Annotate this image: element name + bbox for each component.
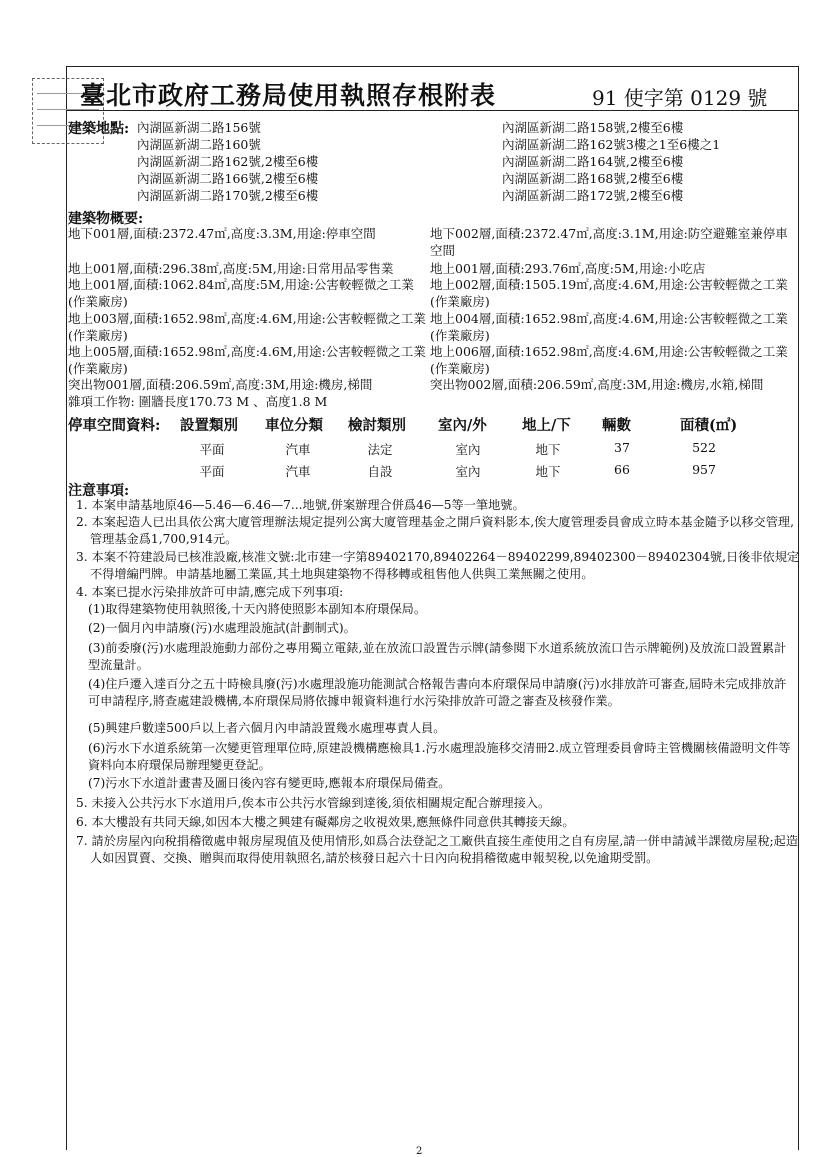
note-4: 4. 本案已提水污染排放許可申請,應完成下列事項: [76,585,344,599]
address-right-2: 內湖區新湖二路162號3樓之1至6樓之1 [502,137,721,152]
overview-left-1: 地下001層,面積:2372.47㎡,高度:3.3M,用途:停車空間 [68,226,376,241]
overview-right-6: 突出物002層,面積:206.59㎡,高度:3M,用途:機房,水箱,梯間 [430,377,764,392]
address-label: 建築地點: [68,121,130,137]
parking-header-count: 輛數 [602,417,631,434]
note-4-4: (4)住戶遷入達百分之五十時檢具廢(污)水處理設施功能測試合格報告書向本府環保局申請廢(污)水排放許可審查,屆時未完成排放許可申請程序,將查處建設機構,本府環保局將依據申報資料進行水污染排放許可證之審查及核發作業。 [88,677,787,708]
parking-r1-class: 汽車 [285,442,311,457]
parking-r2-area: 957 [692,462,716,477]
parking-label: 停車空間資料: [68,417,161,434]
note-7: 7. 請於房屋內向稅捐稽徵處申報房屋現值及使用情形,如爲合法登記之工廠供直接生產使用之自有房屋,請一併申請減半課徵房屋稅;起造人如因買賣、交換、贈與而取得使用執照名,請於核發日起六十日內向稅捐稽徵處申報契稅,以免逾期受罰。 [76,834,799,865]
notes-label: 注意事項: [68,483,130,499]
left-border [66,66,67,1150]
note-1: 1. 本案申請基地原46—5.46—6.46—7...地號,併案辦理合併爲46—5等一筆地號。 [76,498,525,512]
parking-r1-type: 平面 [199,442,225,457]
parking-r2-level: 地下 [535,464,561,479]
parking-header-review: 檢討類別 [348,417,406,434]
overview-left-6: 突出物001層,面積:206.59㎡,高度:3M,用途:機房,梯間 [68,377,373,392]
overview-left-3: 地上001層,面積:1062.84㎡,高度:5M,用途:公害較輕微之工業(作業廠房) [68,277,414,309]
note-4-6: (6)污水下水道系統第一次變更管理單位時,原建設機構應檢具1.污水處理設施移交清冊2.成立管理委員會時主管機關核備證明文件等資料向本府環保局辦理變更登記。 [88,741,791,772]
parking-r1-inout: 室內 [455,442,481,457]
page-number: 2 [416,1146,423,1157]
parking-header-class: 車位分類 [265,417,323,434]
parking-header-area: 面積(㎡) [680,417,738,434]
parking-header-level: 地上/下 [522,417,571,434]
parking-header-type: 設置類別 [180,417,238,434]
parking-r2-class: 汽車 [285,464,311,479]
note-6: 6. 本大樓設有共同天線,如因本大樓之興建有礙鄰房之收視效果,應無條件同意供其轉接天線。 [76,815,575,829]
note-2: 2. 本案起造人已出具依公寓大廈管理辦法規定提列公寓大廈管理基金之開戶資料影本,俟大廈管理委員會成立時本基金隨予以移交管理,管理基金爲1,700,914元。 [76,515,794,546]
address-left-4: 內湖區新湖二路166號,2樓至6樓 [137,171,319,186]
parking-r2-count: 66 [614,462,630,477]
address-left-5: 內湖區新湖二路170號,2樓至6樓 [137,188,319,203]
parking-header-inout: 室內/外 [438,417,487,434]
overview-left-4: 地上003層,面積:1652.98㎡,高度:4.6M,用途:公害較輕微之工業(作業廠房) [68,311,426,343]
note-4-3: (3)前委廢(污)水處理設施動力部份之專用獨立電錶,並在放流口設置告示牌(請參閱下水道系統放流口告示牌範例)及放流口設置累計型流量計。 [88,641,787,672]
misc-works: 雜項工作物: 圍牆長度170.73 M 、高度1.8 M [68,394,328,409]
parking-r1-review: 法定 [367,442,393,457]
address-left-3: 內湖區新湖二路162號,2樓至6樓 [137,154,319,169]
parking-r1-count: 37 [614,440,630,455]
document-title: 臺北市政府工務局使用執照存根附表 [80,81,497,110]
address-right-1: 內湖區新湖二路158號,2樓至6樓 [502,120,684,135]
parking-r1-level: 地下 [535,442,561,457]
parking-r2-inout: 室內 [455,464,481,479]
overview-label: 建築物概要: [68,211,144,227]
address-right-5: 內湖區新湖二路172號,2樓至6樓 [502,188,684,203]
note-4-5: (5)興建戶數達500戶以上者六個月內申請設置幾水處理專責人員。 [88,721,446,735]
note-4-1: (1)取得建築物使用執照後,十天內將使照影本副知本府環保局。 [88,602,427,616]
overview-right-4: 地上004層,面積:1652.98㎡,高度:4.6M,用途:公害較輕微之工業(作業廠房) [430,311,788,343]
note-5: 5. 未接入公共污水下水道用戶,俟本市公共污水管線到達後,須依相關規定配合辦理接入。 [76,796,551,810]
overview-right-3: 地上002層,面積:1505.19㎡,高度:4.6M,用途:公害較輕微之工業(作業廠房) [430,277,788,309]
top-border [66,66,798,67]
overview-right-1: 地下002層,面積:2372.47㎡,高度:3.1M,用途:防空避難室兼停車空間 [430,226,788,258]
note-3: 3. 本案不符建設局已核准設廠,核准文號:北市建一字第89402170,89402264－89402299,89402300－89402304號,日後非依規定不得增編門牌。申請基地屬工業區,其土地與建築物不得移轉或租售他人供與工業無關之使用。 [76,550,800,581]
note-4-7: (7)污水下水道計畫書及圖日後內容有變更時,應報本府環保局備查。 [88,776,451,790]
permit-number: 91 使字第 0129 號 [592,86,768,110]
overview-right-5: 地上006層,面積:1652.98㎡,高度:4.6M,用途:公害較輕微之工業(作業廠房) [430,344,788,376]
parking-r1-area: 522 [692,440,716,455]
address-right-4: 內湖區新湖二路168號,2樓至6樓 [502,171,684,186]
address-left-1: 內湖區新湖二路156號 [137,120,261,135]
address-right-3: 內湖區新湖二路164號,2樓至6樓 [502,154,684,169]
right-border [798,66,799,1150]
overview-left-5: 地上005層,面積:1652.98㎡,高度:4.6M,用途:公害較輕微之工業(作業廠房) [68,344,426,376]
overview-left-2: 地上001層,面積:296.38㎡,高度:5M,用途:日常用品零售業 [68,261,394,276]
address-left-2: 內湖區新湖二路160號 [137,137,261,152]
note-4-2: (2)一個月內申請廢(污)水處理設施試(計劃制式)。 [88,621,356,635]
parking-r2-review: 自設 [367,464,393,479]
overview-right-2: 地上001層,面積:293.76㎡,高度:5M,用途:小吃店 [430,261,706,276]
parking-r2-type: 平面 [199,464,225,479]
